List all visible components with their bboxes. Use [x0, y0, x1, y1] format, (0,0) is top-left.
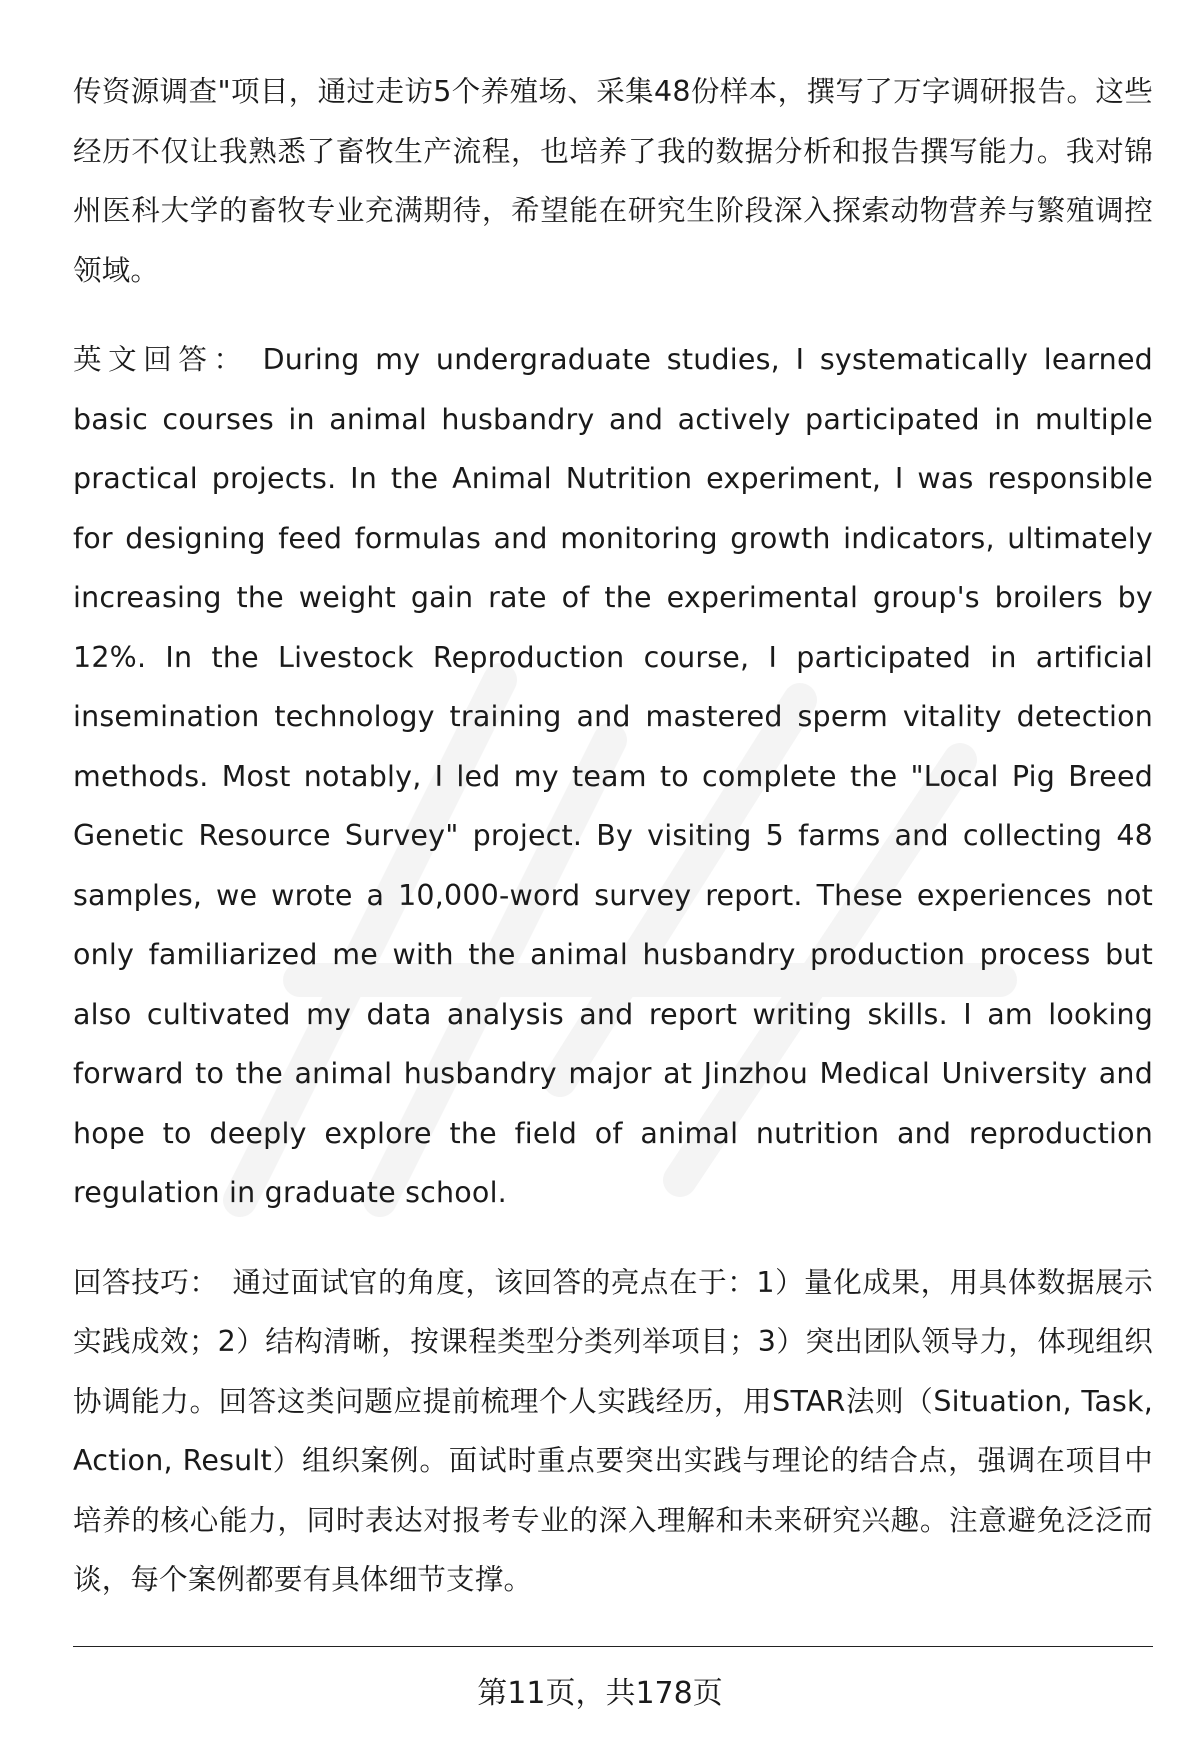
answer-tips-label: 回答技巧：: [73, 1265, 219, 1299]
answer-tips-paragraph: [73, 1253, 1153, 1610]
english-answer-text: During my undergraduate studies, I systematically learned basic courses in animal husbandry and actively participated in multiple practical projects. In the Animal Nutrition experiment, I was responsible for designing feed formulas and monitoring growth indicators, ultimately increasing the weight gain rate of the experimental group's broilers by 12%. In the Livestock Reproduction course, I participated in artificial insemination technology training and mastered sperm vitality detection methods. Most notably, I led my team to complete the "Local Pig Breed Genetic Resource Survey" project. By visiting 5 farms and collecting 48 samples, we wrote a 10,000-word survey report. These experiences not only familiarized me with the animal husbandry production process but also cultivated my data analysis and report writing skills. I am looking forward to the animal husbandry major at Jinzhou Medical University and hope to deeply explore the field of animal nutrition and reproduction regulation in graduate school.: [73, 343, 1153, 1209]
document-body: [73, 62, 1153, 1610]
english-answer-paragraph: [73, 330, 1153, 1223]
answer-tips-text: 通过面试官的角度，该回答的亮点在于：1）量化成果，用具体数据展示实践成效；2）结构清晰，按课程类型分类列举项目；3）突出团队领导力，体现组织协调能力。回答这类问题应提前梳理个人实践经历，用STAR法则（Situation, Task, Action, Result）组织案例。面试时重点要突出实践与理论的结合点，强调在项目中培养的核心能力，同时表达对报考专业的深入理解和未来研究兴趣。注意避免泛泛而谈，每个案例都要有具体细节支撑。: [73, 1265, 1153, 1596]
english-answer-label: 英文回答：: [73, 343, 249, 376]
page-number: 第11页，共178页: [477, 1676, 723, 1711]
footer-divider: [73, 1646, 1153, 1647]
chinese-paragraph: 传资源调查"项目，通过走访5个养殖场、采集48份样本，撰写了万字调研报告。这些经历不仅让我熟悉了畜牧生产流程，也培养了我的数据分析和报告撰写能力。我对锦州医科大学的畜牧专业充满期待，希望能在研究生阶段深入探索动物营养与繁殖调控领域。: [73, 75, 1153, 287]
